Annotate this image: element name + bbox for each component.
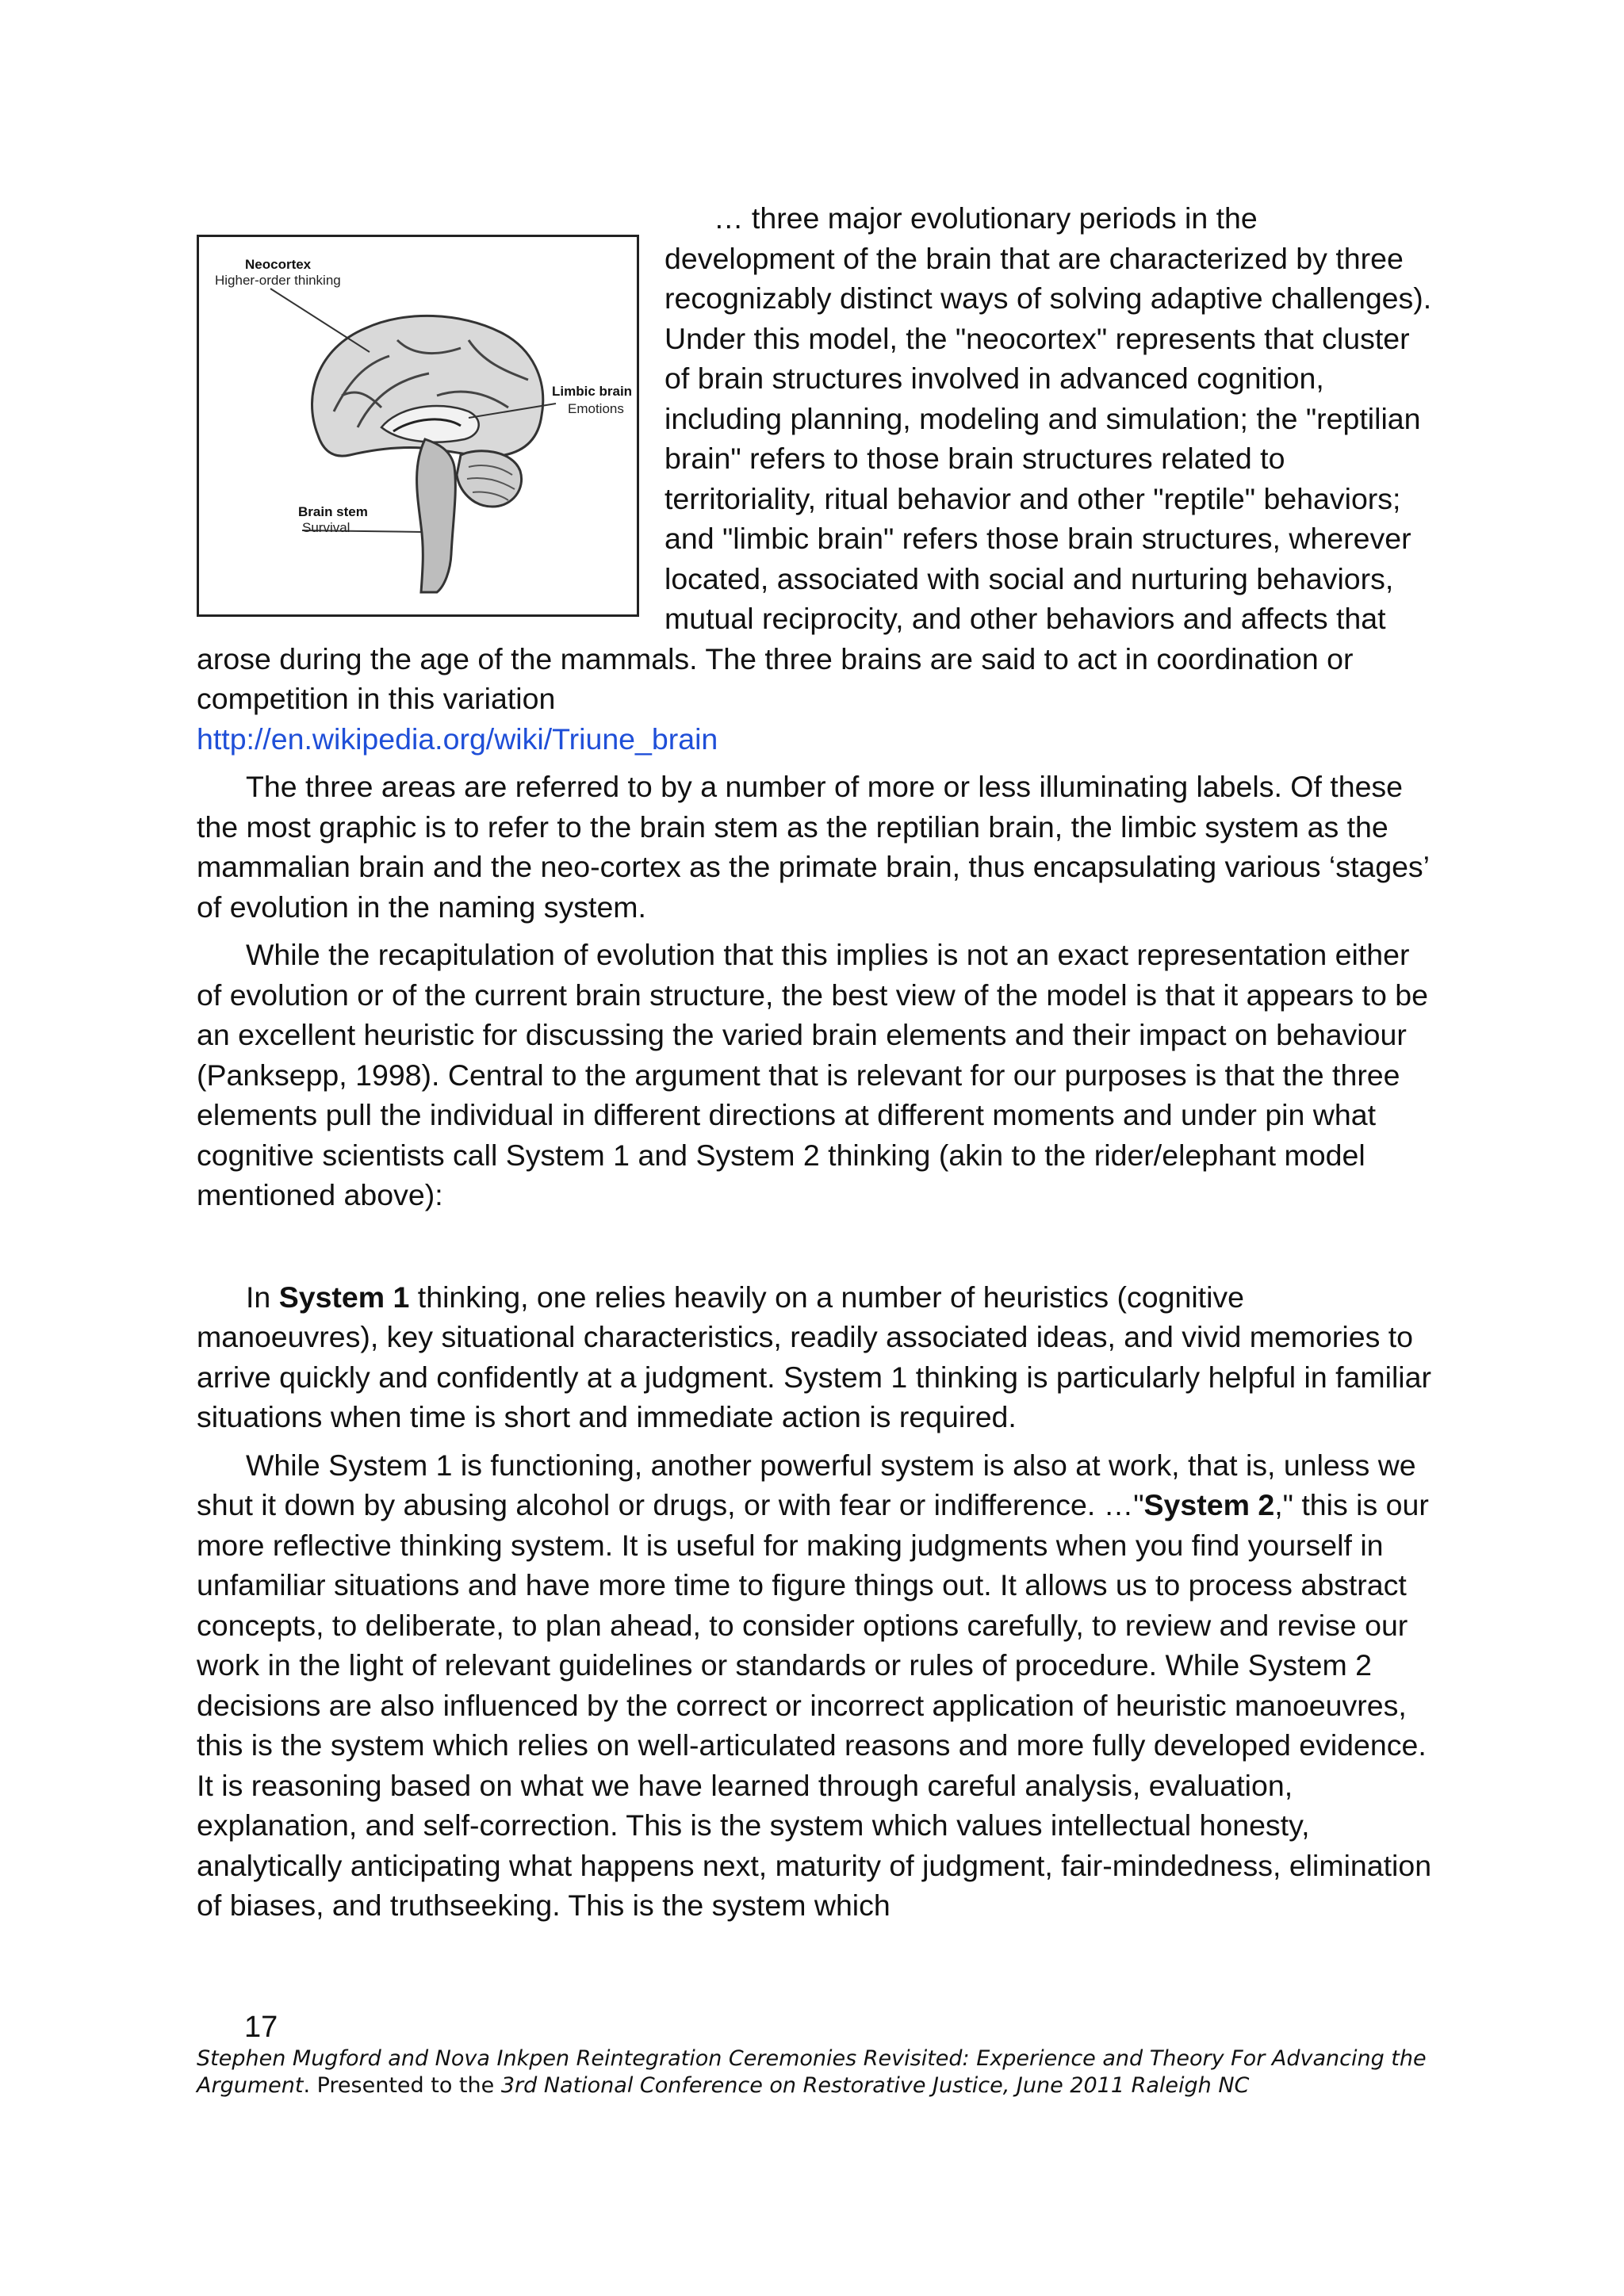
system2-prefix: While System 1 is functioning, another powerful system is also at work, that is, unless we shut it down by abusing alcohol or drugs, or with fear or indifference. …"	[197, 1448, 1416, 1521]
brainstem-sublabel: Survival	[302, 520, 350, 535]
neocortex-leader-line	[270, 289, 370, 352]
footer-conference: 3rd National Conference on Restorative Justice, June 2011 Raleigh NC	[500, 2073, 1250, 2098]
system2-bold: System 2	[1143, 1488, 1275, 1521]
main-text-column	[197, 198, 1434, 1926]
page-number: 17	[244, 2011, 278, 2044]
footer-authors-title: Stephen Mugford and Nova Inkpen Reintegration Ceremonies Revisited: Experience and Theory For Advancing the Argument	[197, 2046, 1427, 2098]
brain-diagram	[199, 237, 637, 614]
paragraph-triune-text: … three major evolutionary periods in the development of the brain that are characterized by three recognizably distinct ways of solving adaptive challenges). Under this model, the "neocortex" represents that cluster of brain structures involved in advanced cognition, including planning, modeling and simulation; the "reptilian brain" refers to those brain structures related to territoriality, ritual behavior and other "reptile" behaviors; and "limbic brain" refers those brain structures, wherever located, associated with social and nurturing behaviors, mutual reciprocity, and other behaviors and affects that arose during the age of the mammals. The three brains are said to act in coordination or competition in this variation	[197, 201, 1432, 715]
system1-prefix: In	[246, 1280, 279, 1314]
paragraph-system2	[197, 1445, 1434, 1926]
system1-bold: System 1	[278, 1280, 410, 1314]
system1-text: thinking, one relies heavily on a number of heuristics (cognitive manoeuvres), key situational characteristics, readily associated ideas, and vivid memories to arrive quickly and confidently at a judgment. System 1 thinking is particularly helpful in familiar situations when time is short and immediate action is required.	[197, 1280, 1431, 1433]
brain-stem-shape	[417, 439, 456, 592]
footer-presented: . Presented to the	[303, 2073, 501, 2098]
brainstem-label: Brain stem	[298, 504, 368, 519]
limbic-sublabel: Emotions	[568, 401, 624, 416]
limbic-label: Limbic brain	[552, 384, 633, 399]
triune-brain-figure	[197, 235, 639, 617]
paragraph-labels: The three areas are referred to by a number of more or less illuminating labels. Of these the most graphic is to refer to the brain stem as the reptilian brain, the limbic system as the mammalian brain and the neo-cortex as the primate brain, thus encapsulating various ‘stages’ of evolution in the naming system.	[197, 770, 1429, 924]
paragraph-system1	[197, 1277, 1434, 1437]
paragraph-recapitulation: While the recapitulation of evolution that this implies is not an exact representation either of evolution or of the current brain structure, the best view of the model is that it appears to be an excellent heuristic for discussing the varied brain elements and their impact on behaviour (Panksepp, 1998). Central to the argument that is relevant for our purposes is that the three elements pull the individual in different directions at different moments and under pin what cognitive scientists call System 1 and System 2 thinking (akin to the rider/elephant model mentioned above):	[197, 938, 1428, 1211]
footer-citation	[197, 2045, 1434, 2099]
neocortex-label: Neocortex	[245, 257, 312, 272]
neocortex-sublabel: Higher-order thinking	[215, 273, 341, 288]
system2-text: ," this is our more reflective thinking system. It is useful for making judgments when you find yourself in unfamiliar situations and have more time to figure things out. It allows us to process abstract concepts, to deliberate, to plan ahead, to consider options carefully, to review and revise our work in the light of relevant guidelines or standards or rules of procedure. While System 2 decisions are also influenced by the correct or incorrect application of heuristic manoeuvres, this is the system which relies on well-articulated reasons and more fully developed evidence. It is reasoning based on what we have learned through careful analysis, evaluation, explanation, and self-correction. This is the system which values intellectual honesty, analytically anticipating what happens next, maturity of judgment, fair-mindedness, elimination of biases, and truthseeking. This is the system which	[197, 1488, 1432, 1922]
wikipedia-link[interactable]: http://en.wikipedia.org/wiki/Triune_brain	[197, 721, 718, 756]
